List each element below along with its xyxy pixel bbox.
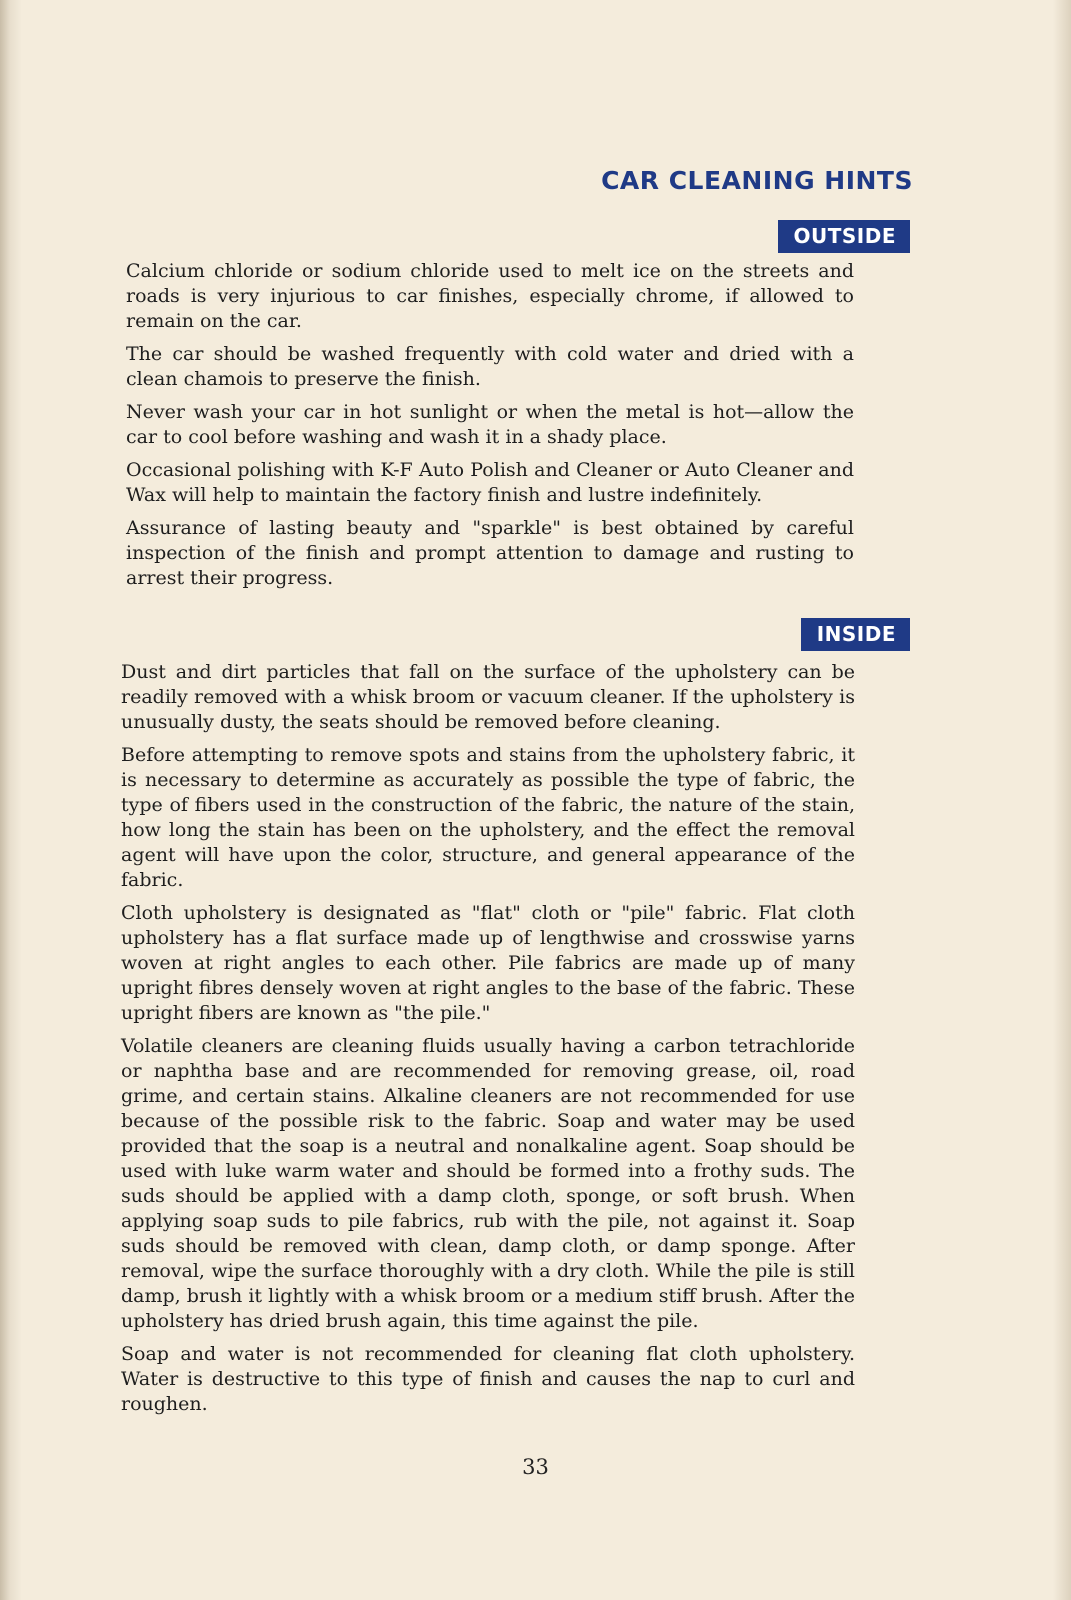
- outside-paragraph-4: Occasional polishing with K-F Auto Polish and Cleaner or Auto Cleaner and Wax will help to maintain the factory finish and lustre indefinitely.: [126, 459, 854, 506]
- page-number: 33: [522, 1455, 549, 1479]
- outside-section: [126, 259, 854, 599]
- outside-paragraph-5: Assurance of lasting beauty and "sparkle" is best obtained by careful inspection of the finish and prompt attention to damage and rusting to arrest their progress.: [126, 517, 854, 589]
- inside-section: [121, 660, 855, 1425]
- section-heading-inside: INSIDE: [801, 618, 910, 651]
- inside-paragraph-1: Dust and dirt particles that fall on the surface of the upholstery can be readily removed with a whisk broom or vacuum cleaner. If the upholstery is unusually dusty, the seats should be removed before cleaning.: [121, 661, 855, 733]
- inside-paragraph-2: Before attempting to remove spots and stains from the upholstery fabric, it is necessary to determine as accurately as possible the type of fabric, the type of fibers used in the construction of the fabric, the nature of the stain, how long the stain has been on the upholstery, and the effect the removal agent will have upon the color, structure, and general appearance of the fabric.: [121, 744, 855, 891]
- inside-paragraph-3: Cloth upholstery is designated as "flat" cloth or "pile" fabric. Flat cloth upholstery has a flat surface made up of lengthwise and crosswise yarns woven at right angles to each other. Pile fabrics are made up of many upright fibres densely woven at right angles to the base of the fabric. These upright fibers are known as "the pile.": [121, 902, 855, 1024]
- inside-paragraph-5: Soap and water is not recommended for cleaning flat cloth upholstery. Water is destructive to this type of finish and causes the nap to curl and roughen.: [121, 1343, 855, 1415]
- section-heading-outside: OUTSIDE: [778, 220, 911, 253]
- page-title: CAR CLEANING HINTS: [601, 166, 913, 195]
- outside-paragraph-3: Never wash your car in hot sunlight or when the metal is hot—allow the car to cool before washing and wash it in a shady place.: [126, 401, 854, 448]
- outside-paragraph-1: Calcium chloride or sodium chloride used to melt ice on the streets and roads is very injurious to car finishes, especially chrome, if allowed to remain on the car.: [126, 260, 854, 332]
- outside-paragraph-2: The car should be washed frequently with cold water and dried with a clean chamois to preserve the finish.: [126, 343, 854, 390]
- inside-paragraph-4: Volatile cleaners are cleaning fluids usually having a carbon tetrachloride or naphtha base and are recommended for removing grease, oil, road grime, and certain stains. Alkaline cleaners are not recommended for use because of the possible risk to the fabric. Soap and water may be used provided that the soap is a neutral and nonalkaline agent. Soap should be used with luke warm water and should be formed into a frothy suds. The suds should be applied with a damp cloth, sponge, or soft brush. When applying soap suds to pile fabrics, rub with the pile, not against it. Soap suds should be removed with clean, damp cloth, or damp sponge. After removal, wipe the surface thoroughly with a dry cloth. While the pile is still damp, brush it lightly with a whisk broom or a medium stiff brush. After the upholstery has dried brush again, this time against the pile.: [121, 1035, 855, 1332]
